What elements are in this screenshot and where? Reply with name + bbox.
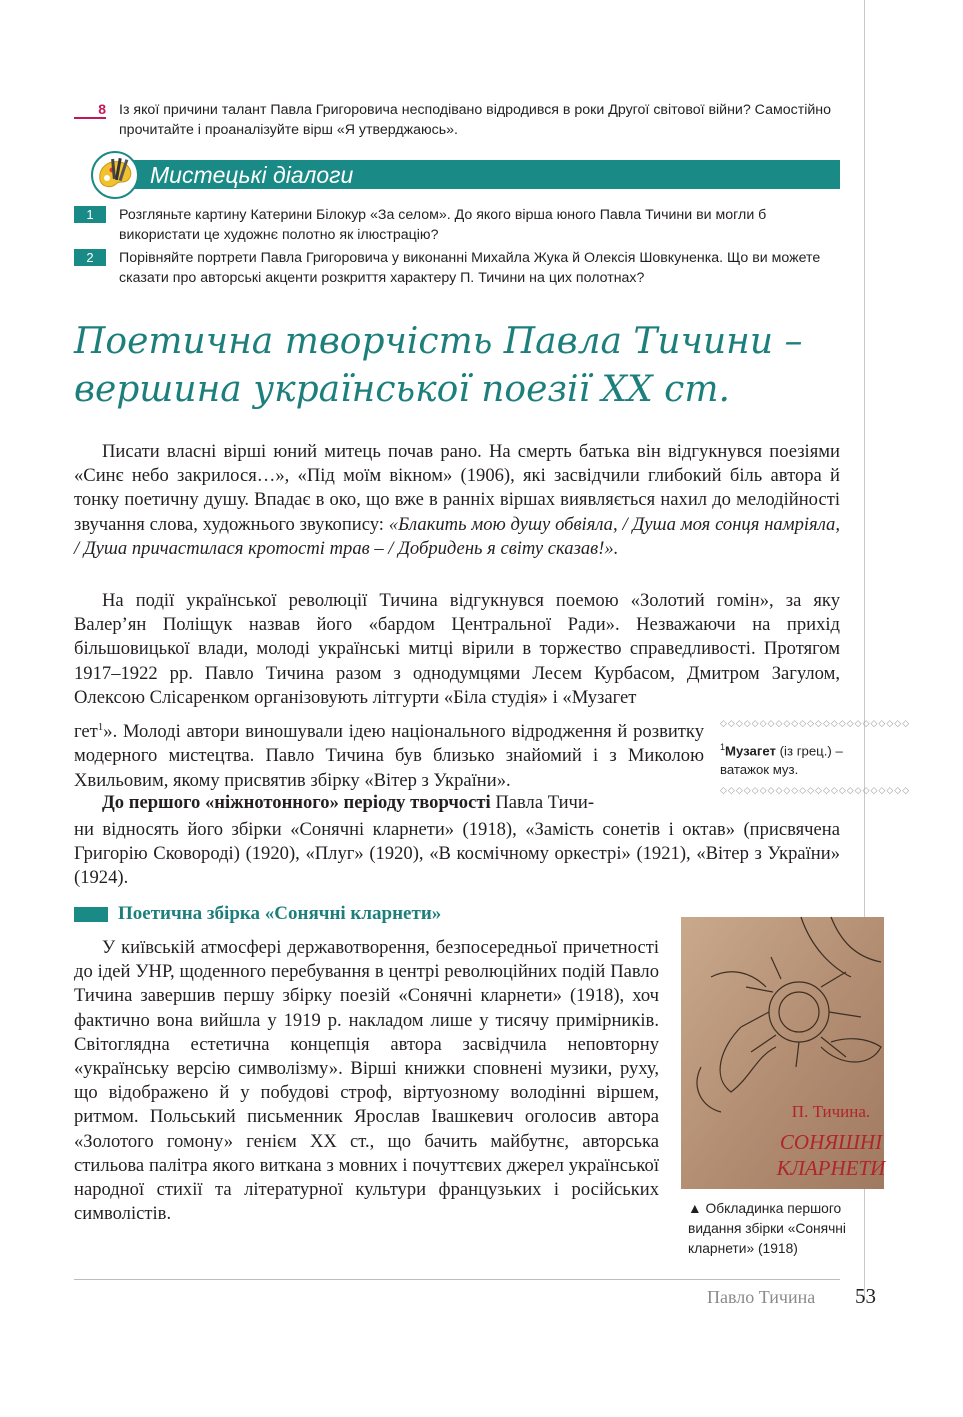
cover-title-line: КЛАРНЕТИ bbox=[776, 1156, 886, 1180]
paragraph-text: Павла Тичи- bbox=[490, 792, 595, 813]
page-number: 53 bbox=[855, 1284, 876, 1308]
dialog-item-text: Розгляньте картину Катерини Білокур «За селом». До якого вірша юного Павла Тичини ви могли б використати це художнє полотно як ілюстрацію? bbox=[119, 207, 767, 243]
subheading-marker bbox=[74, 907, 108, 922]
dialog-item-number: 1 bbox=[74, 206, 106, 223]
poem-quote: «Блакить мою душу обвіяла, / Душа моя сонця намріяла, / Душа причастилася кротості трав – / Добридень я світу сказав!». bbox=[74, 513, 840, 559]
dialog-item-number: 2 bbox=[74, 249, 106, 266]
dialog-item-text: Порівняйте портрети Павла Григоровича у виконанні Михайла Жука й Олексія Шовкуненка. Що ви можете сказати про авторські акценти розкриття характеру П. Тичини на цих полотнах? bbox=[119, 250, 821, 286]
art-palette-icon bbox=[90, 150, 140, 200]
running-head: Павло Тичина bbox=[707, 1287, 816, 1307]
footnote-text bbox=[720, 738, 870, 779]
paragraph-text: ». Молоді автори виношували ідею національного відродження й розвитку модерного мистецтва. Павло Тичина був близько знайомий і з Миколою Хвильовим, якому присвятив збірку «Вітер з України». bbox=[74, 721, 704, 791]
bold-term: До першого «ніжнотонного» періоду творчості bbox=[102, 792, 491, 813]
question-text: Із якої причини талант Павла Григоровича несподівано відродився в роки Другої світової війни? Самостійно прочитайте і проаналізуйте вірш «Я утверджаюсь». bbox=[119, 102, 832, 138]
paragraph-text-wrapper bbox=[74, 791, 704, 815]
paragraph-text: На події української революції Тичина відгукнувся поемою «Золотий гомін», за яку Валер’ян Поліщук назвав його «бардом Центральної Ради». Незважаючи на прихід більшовицької влади, молоді українські митці вірили в торжество справедливості. Протягом 1917–1922 рр. Павло Тичина разом з однодумцями Лесем Курбасом, Дмитром Загулом, Олексою Слісаренком організовують літгурти «Біла студія» і «Музагет bbox=[74, 590, 840, 708]
paragraph-text-wrapper: гет$^1$». Молоді автори виношували ідею національного відродження й розвитку модерного мистецтва. Павло Тичина був близько знайомий і з Миколою Хвильовим, якому присвятив збірку «Вітер з України». bbox=[74, 721, 704, 791]
body-paragraph: У київській атмосфері державотворення, безпосередньої причетності до ідей УНР, щоденного перебування в центрі революційних подій Павло Тичина завершив першу збірку поезій «Сонячні кларнети» (1918), хоч фактично вона вийшла у 1919 р. накладом лише у тисячу примірників. Світоглядна естетична концепція автора засвідчила неповторну «українську версію символізму». Вірші книжки сповнені музики, руху, що відображено й у побудові строф, віртуозному володінні віршем, ритмом. Польський письменник Ярослав Івашкевич оголосив автора «Золотого гомону» генієм ХХ ст., що бачить майбутнє, авторська стильова палітра якого виткана з мовних і почуттєвих джерел української народної стихії та літературної культури французьких і російських символістів. bbox=[74, 937, 659, 1225]
question-number: 8 bbox=[74, 101, 106, 119]
footer-rule bbox=[74, 1279, 840, 1280]
body-paragraph bbox=[74, 791, 704, 815]
body-paragraph-wide bbox=[74, 589, 840, 715]
footnote-divider: ◇◇◇◇◇◇◇◇◇◇◇◇◇◇◇◇◇◇◇◇◇◇◇◇ bbox=[720, 786, 911, 797]
footnote-ref: 1 bbox=[97, 721, 104, 733]
section-title bbox=[74, 318, 854, 414]
book-cover-image bbox=[681, 917, 884, 1189]
footnote-divider: ◇◇◇◇◇◇◇◇◇◇◇◇◇◇◇◇◇◇◇◇◇◇◇◇ bbox=[720, 719, 911, 729]
subheading: Поетична збірка «Сонячні кларнети» bbox=[118, 903, 442, 924]
body-paragraph-narrow bbox=[74, 715, 704, 793]
paragraph-text: Писати власні вірші юний митець почав рано. На смерть батька він відгукнувся поезіями «Синє небо закрилося…», «Під моїм вікном» (1906), які засвідчили глибокий біль автора й тонку поетичну душу. Впадає в око, що вже в ранніх віршах виявляється нахил до мелодійності звучання слова, художнього звукопису: bbox=[74, 441, 840, 535]
section-title-line: вершина української поезії ХХ ст. bbox=[74, 369, 730, 410]
footnote-definition: (із грец.) – ватажок муз. bbox=[720, 743, 843, 778]
cover-author: П. Тичина. bbox=[791, 1102, 871, 1121]
section-title-line: Поетична творчість Павла Тичини – bbox=[74, 321, 803, 362]
paragraph-text-wrapper bbox=[74, 589, 840, 710]
footnote-term: Музагет bbox=[725, 743, 776, 759]
body-paragraph bbox=[74, 440, 840, 561]
dialogs-heading: Мистецькі діалоги bbox=[150, 162, 354, 188]
body-paragraph bbox=[74, 818, 840, 891]
paragraph-text: ни відносять його збірки «Сонячні кларнети» (1918), «Замість сонетів і октав» (присвячена Григорію Сковороді) (1920), «Плуг» (1920), «В космічному оркестрі» (1921), «Вітер з України» (1924). bbox=[74, 819, 840, 889]
footnote-mark: 1 bbox=[720, 742, 726, 752]
footnote bbox=[720, 718, 911, 797]
cover-caption: ▲ Обкладинка першого видання збірки «Сонячні кларнети» (1918) bbox=[688, 1201, 846, 1256]
cover-title-line: СОНЯШНІ bbox=[779, 1130, 883, 1154]
